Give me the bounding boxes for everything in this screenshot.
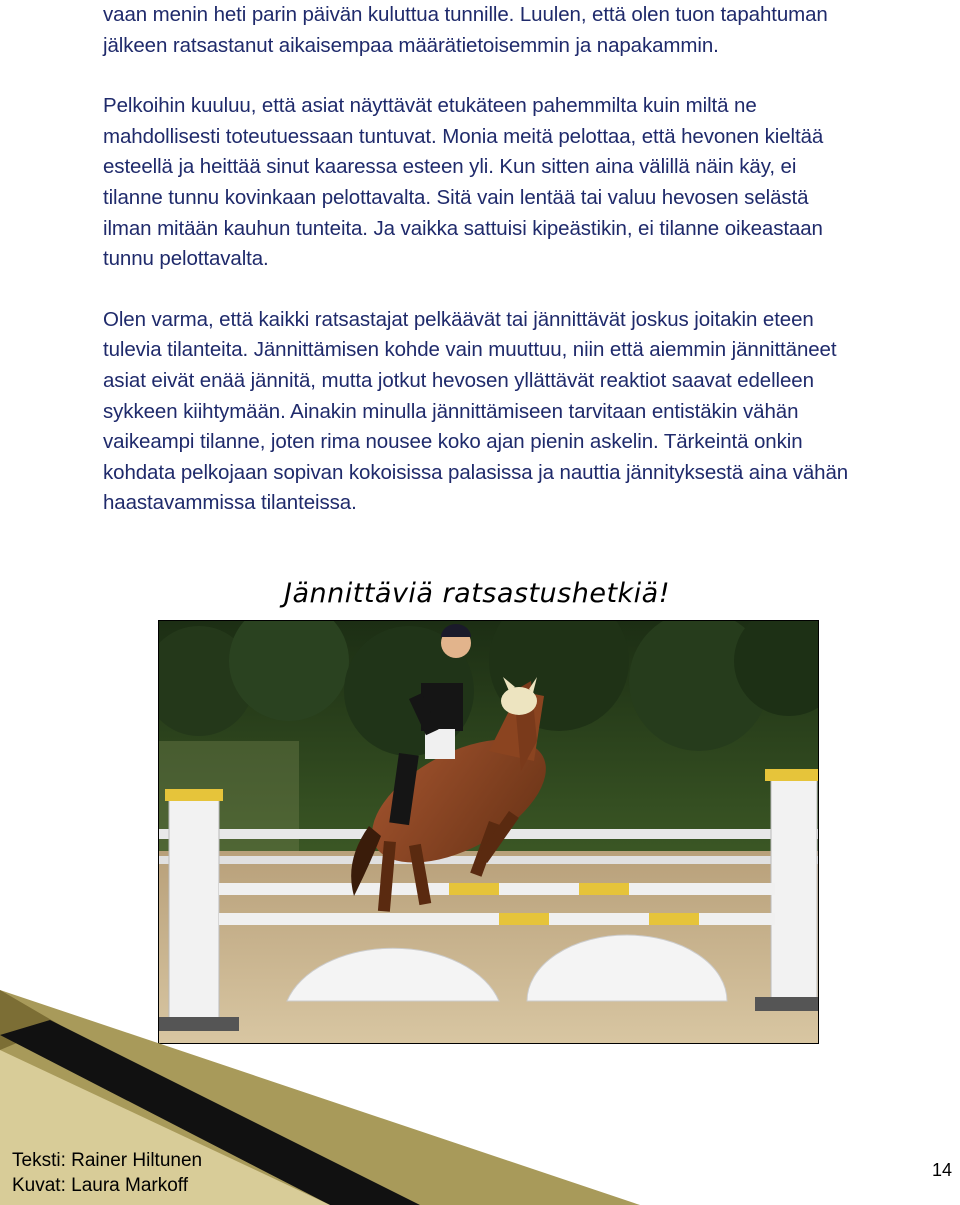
show-jumping-photo (158, 620, 819, 1044)
p2-line-4: tilanne tunnu kovinkaan pelottavalta. Sitä vain lentää tai valuu hevosen selästä (103, 185, 809, 209)
p2-line-1: Pelkoihin kuuluu, että asiat näyttävät etukäteen pahemmilta kuin miltä ne (103, 94, 757, 118)
p3-line-5: vaikeampi tilanne, joten rima nousee koko ajan pienin askelin. Tärkeintä onkin (103, 430, 803, 454)
p2-line-5: ilman mitään kauhun tunteita. Ja vaikka sattuisi kipeästikin, ei tilanne oikeastaan (103, 216, 823, 240)
body-text (103, 0, 883, 519)
p3-line-3: asiat eivät enää jännitä, mutta jotkut hevosen yllättävät reaktiot saavat edelleen (103, 368, 814, 392)
p3-line-2: tulevia tilanteita. Jännittämisen kohde vain muuttuu, niin että aiemmin jännittäneet (103, 338, 837, 362)
p1-line-2: jälkeen ratsastanut aikaisempaa määrätietoisemmin ja napakammin. (103, 33, 719, 57)
page-number: 14 (931, 1160, 952, 1180)
p3-line-7: haastavammissa tilanteissa. (103, 491, 357, 515)
photo-illustration (159, 621, 818, 1043)
p3-line-4: sykkeen kiihtymään. Ainakin minulla jännittämiseen tarvitaan entistäkin vähän (103, 399, 799, 423)
p2-line-2: mahdollisesti toteutuessaan tuntuvat. Monia meitä pelottaa, että hevonen kieltää (103, 124, 824, 148)
p3-line-6: kohdata pelkojaan sopivan kokoisissa palasissa ja nauttia jännityksestä aina vähän (103, 460, 849, 484)
p2-line-3: esteellä ja heittää sinut kaaressa esteen yli. Kun sitten aina välillä näin käy, ei (103, 155, 797, 179)
text-credit: Teksti: Rainer Hiltunen (12, 1150, 203, 1171)
paragraph-1 (103, 0, 883, 61)
paragraph-3 (103, 305, 883, 519)
p1-line-1: vaan menin heti parin päivän kuluttua tunnille. Luulen, että olen tuon tapahtuman (103, 3, 828, 26)
p3-line-1: Olen varma, että kaikki ratsastajat pelkäävät tai jännittävät joskus joitakin eteen (103, 307, 814, 331)
photo-caption: Jännittäviä ratsastushetkiä! (284, 578, 671, 609)
p2-line-6: tunnu pelottavalta. (103, 247, 269, 271)
credits (12, 1148, 202, 1198)
photo-credit: Kuvat: Laura Markoff (12, 1175, 189, 1196)
paragraph-2 (103, 91, 883, 275)
